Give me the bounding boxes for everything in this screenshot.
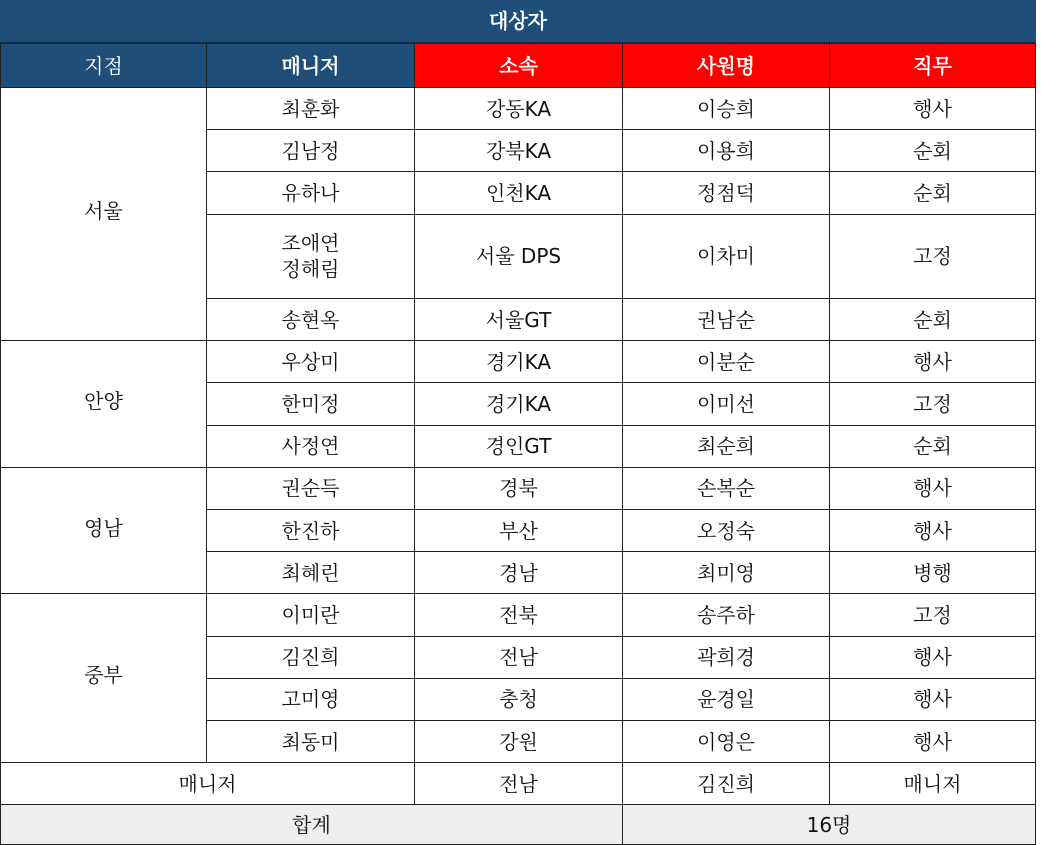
cell-duty: 행사 <box>830 510 1036 552</box>
cell-duty: 순회 <box>830 299 1036 341</box>
cell-employee: 이미선 <box>623 383 830 425</box>
cell-employee: 최미영 <box>623 552 830 594</box>
cell-affiliation: 경북 <box>415 468 623 510</box>
cell-employee: 이영은 <box>623 721 830 763</box>
header-duty: 직무 <box>830 44 1036 88</box>
header-manager: 매니저 <box>207 44 415 88</box>
cell-manager: 한진하 <box>207 510 415 552</box>
cell-duty: 고정 <box>830 215 1036 299</box>
cell-manager: 최동미 <box>207 721 415 763</box>
cell-employee: 곽희경 <box>623 637 830 679</box>
cell-employee: 손복순 <box>623 468 830 510</box>
cell-manager: 송현옥 <box>207 299 415 341</box>
cell-affiliation: 강동KA <box>415 88 623 130</box>
cell-affiliation: 경남 <box>415 552 623 594</box>
total-value: 16명 <box>623 805 1036 845</box>
cell-employee: 최순희 <box>623 426 830 468</box>
cell-duty: 순회 <box>830 172 1036 214</box>
cell-branch: 서울 <box>0 88 207 341</box>
cell-affiliation: 경기KA <box>415 383 623 425</box>
cell-duty: 행사 <box>830 679 1036 721</box>
cell-manager: 권순득 <box>207 468 415 510</box>
cell-affiliation: 전남 <box>415 637 623 679</box>
cell-employee: 정점덕 <box>623 172 830 214</box>
cell-manager: 사정연 <box>207 426 415 468</box>
header-affiliation: 소속 <box>415 44 623 88</box>
cell-manager: 최혜린 <box>207 552 415 594</box>
cell-affiliation: 부산 <box>415 510 623 552</box>
cell-employee: 이분순 <box>623 341 830 383</box>
cell-employee: 권남순 <box>623 299 830 341</box>
cell-affiliation: 서울 DPS <box>415 215 623 299</box>
cell-affiliation: 경기KA <box>415 341 623 383</box>
manager-row-duty: 매니저 <box>830 763 1036 805</box>
cell-branch: 안양 <box>0 341 207 468</box>
manager-row-label: 매니저 <box>0 763 415 805</box>
cell-manager: 한미정 <box>207 383 415 425</box>
cell-manager: 김남정 <box>207 130 415 172</box>
cell-employee: 윤경일 <box>623 679 830 721</box>
cell-duty: 행사 <box>830 721 1036 763</box>
cell-duty: 행사 <box>830 468 1036 510</box>
cell-affiliation: 경인GT <box>415 426 623 468</box>
manager-row-affiliation: 전남 <box>415 763 623 805</box>
cell-manager: 유하나 <box>207 172 415 214</box>
cell-duty: 행사 <box>830 637 1036 679</box>
cell-affiliation: 강원 <box>415 721 623 763</box>
cell-employee: 이용희 <box>623 130 830 172</box>
cell-branch: 중부 <box>0 594 207 763</box>
cell-manager: 최훈화 <box>207 88 415 130</box>
cell-affiliation: 전북 <box>415 594 623 636</box>
cell-affiliation: 서울GT <box>415 299 623 341</box>
cell-duty: 고정 <box>830 383 1036 425</box>
cell-manager: 이미란 <box>207 594 415 636</box>
cell-manager: 우상미 <box>207 341 415 383</box>
cell-affiliation: 인천KA <box>415 172 623 214</box>
header-branch: 지점 <box>0 44 207 88</box>
cell-duty: 순회 <box>830 426 1036 468</box>
cell-employee: 오정숙 <box>623 510 830 552</box>
header-employee: 사원명 <box>623 44 830 88</box>
cell-employee: 이차미 <box>623 215 830 299</box>
cell-duty: 병행 <box>830 552 1036 594</box>
cell-duty: 고정 <box>830 594 1036 636</box>
cell-manager: 조애연 정해림 <box>207 215 415 299</box>
total-label: 합계 <box>0 805 623 845</box>
cell-affiliation: 강북KA <box>415 130 623 172</box>
cell-manager: 고미영 <box>207 679 415 721</box>
manager-row-employee: 김진희 <box>623 763 830 805</box>
table-title: 대상자 <box>0 0 1036 44</box>
cell-manager: 김진희 <box>207 637 415 679</box>
cell-employee: 이승희 <box>623 88 830 130</box>
cell-duty: 순회 <box>830 130 1036 172</box>
cell-duty: 행사 <box>830 88 1036 130</box>
cell-duty: 행사 <box>830 341 1036 383</box>
cell-employee: 송주하 <box>623 594 830 636</box>
cell-affiliation: 충청 <box>415 679 623 721</box>
cell-branch: 영남 <box>0 468 207 595</box>
